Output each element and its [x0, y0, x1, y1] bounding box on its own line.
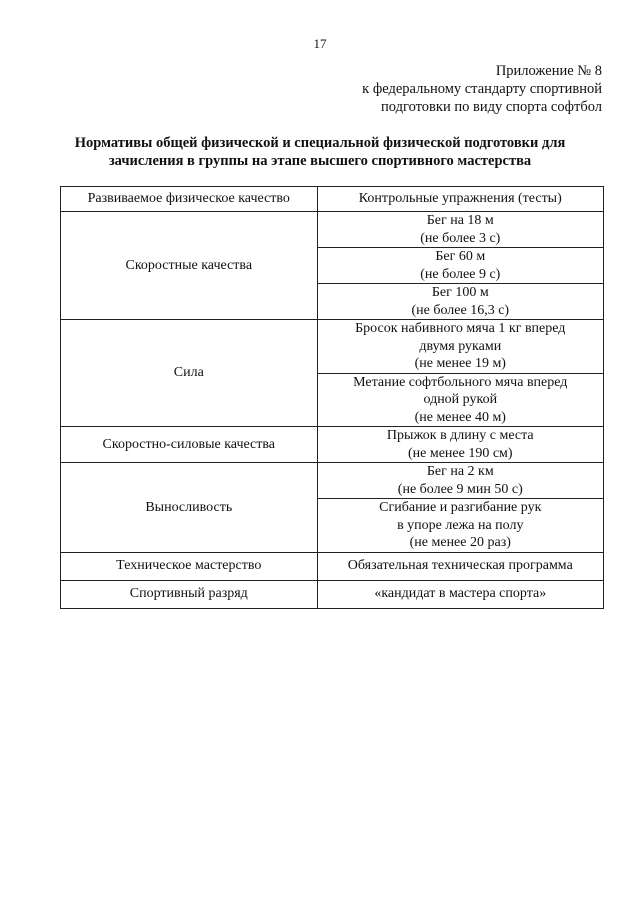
test-cell — [317, 248, 603, 284]
quality-cell: Выносливость — [61, 463, 318, 553]
table-row — [61, 212, 604, 248]
test-cell — [317, 320, 603, 374]
table-body — [61, 212, 604, 609]
title-line: зачисления в группы на этапе высшего спортивного мастерства — [108, 153, 532, 169]
table-row — [61, 552, 604, 580]
test-line: Бросок набивного мяча 1 кг вперед — [355, 321, 566, 336]
test-cell — [317, 552, 603, 580]
test-line: (не более 16,3 с) — [411, 302, 510, 318]
appendix-line: к федеральному стандарту спортивной — [362, 81, 602, 97]
document-title — [40, 134, 600, 170]
header-quality: Развиваемое физическое качество — [61, 187, 318, 212]
test-line: Бег на 18 м — [426, 213, 494, 228]
test-cell — [317, 499, 603, 553]
appendix-header — [362, 62, 602, 116]
test-cell — [317, 212, 603, 248]
test-line: (не менее 40 м) — [414, 409, 506, 425]
test-line: Бег на 2 км — [426, 464, 494, 479]
test-line: Прыжок в длину с места — [386, 428, 534, 443]
test-line: (не менее 19 м) — [414, 356, 506, 371]
test-line: в упоре лежа на полу — [397, 517, 524, 533]
test-line: Обязательная техническая программа — [347, 558, 573, 574]
appendix-line: подготовки по виду спорта софтбол — [381, 99, 602, 115]
test-line: Бег 100 м — [431, 285, 489, 300]
test-line: одной рукой — [423, 392, 498, 407]
quality-cell: Скоростные качества — [61, 212, 318, 320]
test-cell — [317, 427, 603, 463]
test-line: (не более 3 с) — [420, 230, 501, 246]
test-line: (не более 9 с) — [420, 266, 501, 282]
test-line: двумя руками — [419, 338, 502, 354]
test-cell — [317, 284, 603, 320]
test-line: (не более 9 мин 50 с) — [397, 481, 523, 497]
test-line: «кандидат в мастера спорта» — [374, 586, 547, 602]
test-line: Бег 60 м — [435, 249, 486, 264]
table-row — [61, 463, 604, 499]
test-line: Сгибание и разгибание рук — [379, 500, 542, 515]
quality-cell: Скоростно-силовые качества — [61, 427, 318, 463]
title-line: Нормативы общей физической и специальной физической подготовки для — [74, 135, 566, 151]
test-cell — [317, 373, 603, 427]
table-header-row — [61, 187, 604, 212]
quality-cell: Сила — [61, 320, 318, 427]
test-cell — [317, 463, 603, 499]
test-line: Метание софтбольного мяча вперед — [353, 374, 568, 390]
norms-table — [60, 186, 604, 609]
test-cell — [317, 580, 603, 608]
quality-cell: Техническое мастерство — [61, 552, 318, 580]
test-line: (не менее 190 см) — [407, 445, 513, 461]
quality-cell: Спортивный разряд — [61, 580, 318, 608]
page-number: 17 — [313, 36, 327, 51]
header-tests: Контрольные упражнения (тесты) — [317, 187, 603, 212]
test-line: (не менее 20 раз) — [409, 535, 511, 550]
table-row — [61, 427, 604, 463]
table-row — [61, 580, 604, 608]
table-row — [61, 320, 604, 374]
appendix-line: Приложение № 8 — [495, 63, 602, 79]
